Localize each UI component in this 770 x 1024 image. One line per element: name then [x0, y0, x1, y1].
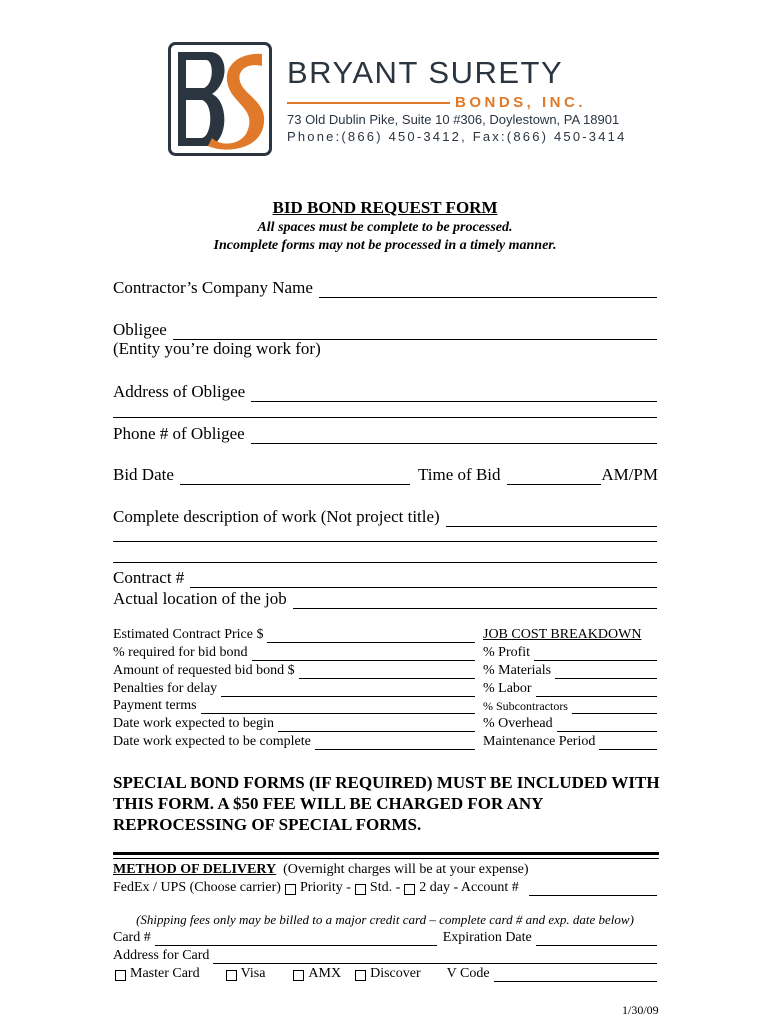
amx-checkbox[interactable]: [293, 970, 304, 981]
detail-field[interactable]: [113, 716, 475, 732]
contract-number-label: Contract #: [113, 568, 185, 587]
cost-label: % Overhead: [483, 716, 553, 731]
carrier-row: [113, 880, 657, 896]
obligee-label: Obligee: [113, 320, 167, 339]
delivery-heading: METHOD OF DELIVERY: [113, 862, 277, 877]
description-label: Complete description of work (Not project title): [113, 507, 440, 526]
two-day-checkbox[interactable]: [404, 884, 415, 895]
shipping-fees-note: (Shipping fees only may be billed to a major credit card – complete card # and exp. date below): [136, 912, 634, 927]
company-phone: Phone:(866) 450-3412, Fax:(866) 450-3414: [287, 129, 627, 144]
brand-divider: [287, 102, 450, 104]
contractor-field[interactable]: [113, 276, 657, 298]
revision-date: 1/30/09: [622, 1003, 659, 1017]
cost-label: Maintenance Period: [483, 734, 596, 749]
cost-field[interactable]: [483, 663, 657, 679]
detail-field[interactable]: [113, 663, 475, 679]
form-title: BID BOND REQUEST FORM: [272, 198, 498, 217]
mastercard-label: Master Card: [130, 966, 200, 981]
job-cost-heading: [483, 627, 657, 643]
discover-checkbox[interactable]: [355, 970, 366, 981]
cost-label: % Materials: [483, 663, 552, 678]
location-field[interactable]: [113, 587, 657, 609]
account-number-input[interactable]: [529, 882, 657, 896]
cost-label: % Subcontractors: [483, 699, 568, 713]
divider: [113, 852, 659, 855]
card-type-row: [113, 966, 657, 982]
carrier-label: FedEx / UPS (Choose carrier): [113, 880, 281, 895]
expiration-label: Expiration Date: [442, 930, 532, 945]
detail-label: Estimated Contract Price $: [113, 627, 264, 642]
cost-field[interactable]: [483, 716, 657, 732]
contractor-label: Contractor’s Company Name: [113, 278, 313, 297]
expiration-input[interactable]: [536, 932, 657, 946]
address-obligee-label: Address of Obligee: [113, 382, 246, 401]
detail-label: Payment terms: [113, 698, 197, 713]
location-label: Actual location of the job: [113, 589, 287, 608]
address-obligee-line2[interactable]: [113, 417, 657, 418]
detail-field[interactable]: [113, 734, 475, 750]
standard-label: Std. -: [369, 880, 401, 895]
detail-label: % required for bid bond: [113, 645, 248, 660]
cost-label: % Profit: [483, 645, 531, 660]
card-number-input[interactable]: [155, 932, 437, 946]
phone-obligee-field[interactable]: [113, 422, 657, 444]
discover-label: Discover: [370, 966, 421, 981]
address-obligee-field[interactable]: [113, 380, 657, 402]
contract-number-field[interactable]: [113, 566, 657, 588]
description-line2[interactable]: [113, 541, 657, 542]
card-address-label: Address for Card: [113, 948, 210, 963]
detail-label: Amount of requested bid bond $: [113, 663, 295, 678]
job-cost-heading-label: JOB COST BREAKDOWN: [483, 627, 642, 642]
company-subname: BONDS, INC.: [455, 94, 587, 111]
visa-checkbox[interactable]: [226, 970, 237, 981]
delivery-heading-row: [113, 862, 659, 878]
card-address-field[interactable]: [113, 948, 657, 964]
time-of-bid-label: Time of Bid: [418, 465, 501, 484]
company-address: 73 Old Dublin Pike, Suite 10 #306, Doylestown, PA 18901: [287, 112, 620, 127]
obligee-hint: (Entity you’re doing work for): [113, 339, 321, 358]
detail-field[interactable]: [113, 681, 475, 697]
description-field[interactable]: [113, 505, 657, 527]
cost-field[interactable]: [483, 681, 657, 697]
cost-label: % Labor: [483, 681, 532, 696]
amx-label: AMX: [308, 966, 342, 981]
mastercard-checkbox[interactable]: [115, 970, 126, 981]
two-day-label: 2 day - Account #: [419, 880, 519, 895]
cost-field[interactable]: [483, 734, 657, 750]
card-label: Card #: [113, 930, 151, 945]
visa-label: Visa: [240, 966, 266, 981]
vcode-input[interactable]: [494, 968, 657, 982]
standard-checkbox[interactable]: [355, 884, 366, 895]
bid-date-label: Bid Date: [113, 465, 174, 484]
description-line3[interactable]: [113, 562, 657, 563]
bryant-logo-icon: [168, 42, 272, 156]
obligee-field[interactable]: [113, 318, 657, 340]
brand-block: [287, 55, 627, 144]
detail-field[interactable]: [113, 627, 475, 643]
cost-field[interactable]: [483, 698, 657, 714]
vcode-label: V Code: [446, 966, 490, 981]
divider: [113, 858, 659, 859]
bid-date-field[interactable]: [113, 463, 410, 485]
ampm-label: AM/PM: [601, 465, 658, 484]
detail-label: Penalties for delay: [113, 681, 218, 696]
delivery-note: (Overnight charges will be at your expense): [283, 862, 529, 877]
special-forms-notice: SPECIAL BOND FORMS (IF REQUIRED) MUST BE INCLUDED WITH THIS FORM. A $50 FEE WILL BE CHARGED FOR ANY REPROCESSING OF SPECIAL FORMS.: [113, 773, 660, 834]
form-subtitle-2: Incomplete forms may not be processed in a timely manner.: [213, 238, 557, 253]
time-of-bid-field[interactable]: [418, 463, 658, 485]
company-name: BRYANT SURETY: [287, 55, 564, 90]
detail-field[interactable]: [113, 698, 475, 714]
priority-label: Priority -: [299, 880, 351, 895]
card-row: [113, 930, 657, 946]
phone-obligee-label: Phone # of Obligee: [113, 424, 245, 443]
cost-field[interactable]: [483, 645, 657, 661]
detail-label: Date work expected to be complete: [113, 734, 311, 749]
priority-checkbox[interactable]: [285, 884, 296, 895]
detail-field[interactable]: [113, 645, 475, 661]
form-subtitle-1: All spaces must be complete to be processed.: [257, 220, 513, 235]
detail-label: Date work expected to begin: [113, 716, 274, 731]
